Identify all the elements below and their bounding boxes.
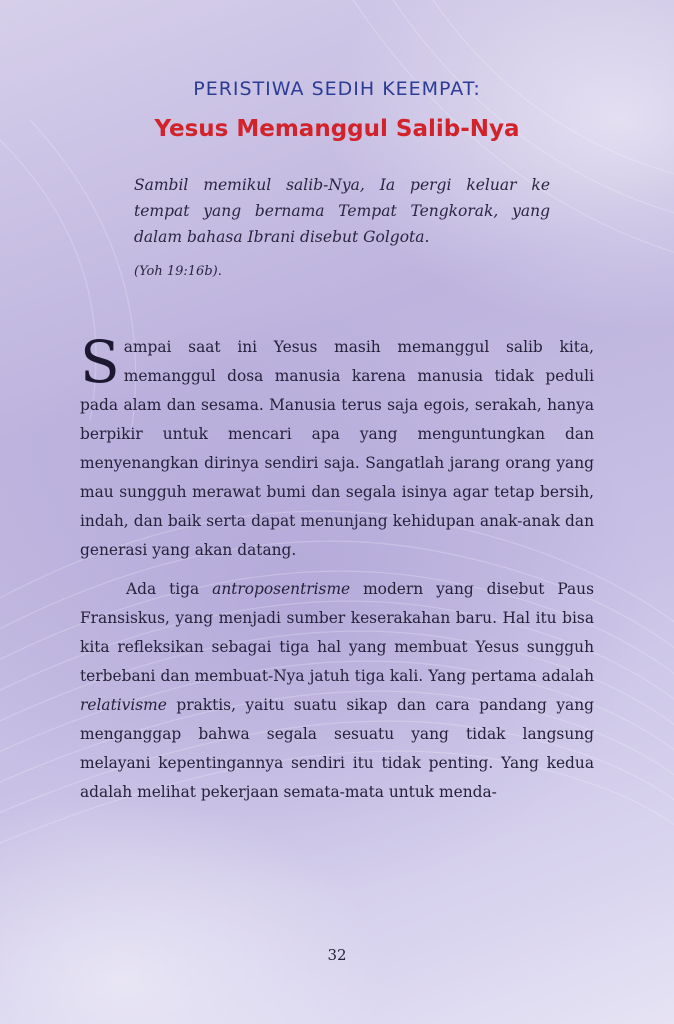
scripture-quote: Sambil memikul salib-Nya, Ia pergi keluar ke tempat yang bernama Tempat Tengkorak, yang dalam bahasa Ibrani disebut Golgota. xyxy=(134,176,550,246)
chapter-kicker: PERISTIWA SEDIH KEEMPAT: xyxy=(193,78,481,100)
paragraph-2 xyxy=(80,575,594,807)
chapter-title: Yesus Memanggul Salib-Nya xyxy=(154,116,520,142)
emphasis-term-2: relativisme xyxy=(80,696,167,714)
body-text xyxy=(80,328,594,807)
scripture-reference: (Yoh 19:16b). xyxy=(134,264,222,279)
paragraph-2-text-a: Ada tiga xyxy=(126,580,213,598)
paragraph-2-text-c: praktis, yaitu suatu sikap dan cara pandang yang menganggap bahwa segala sesuatu yang tidak langsung melayani kepentingannya sendiri itu tidak penting. Yang kedua adalah melihat pekerjaan semata-mata untuk menda- xyxy=(80,696,594,801)
paragraph-2-text-b: modern yang disebut Paus Fransiskus, yang menjadi sumber keserakahan baru. Hal itu bisa kita refleksikan sebagai tiga hal yang membuat Yesus sungguh terbebani dan membuat-Nya jatuh tiga kali. Yang pertama adalah xyxy=(80,580,594,685)
paragraph-1 xyxy=(80,328,594,565)
drop-cap: S xyxy=(80,328,120,396)
emphasis-term-1: antroposentrisme xyxy=(212,580,351,598)
paragraph-1-text: ampai saat ini Yesus masih memanggul salib kita, memanggul dosa manusia karena manusia tidak peduli pada alam dan sesama. Manusia terus saja egois, serakah, hanya berpikir untuk mencari apa yang menguntungkan dan menyenangkan dirinya sendiri saja. Sangatlah jarang orang yang mau sungguh merawat bumi dan segala isinya agar tetap bersih, indah, dan baik serta dapat menunjang kehidupan anak-anak dan generasi yang akan datang. xyxy=(80,338,594,559)
page-number: 32 xyxy=(327,946,347,964)
